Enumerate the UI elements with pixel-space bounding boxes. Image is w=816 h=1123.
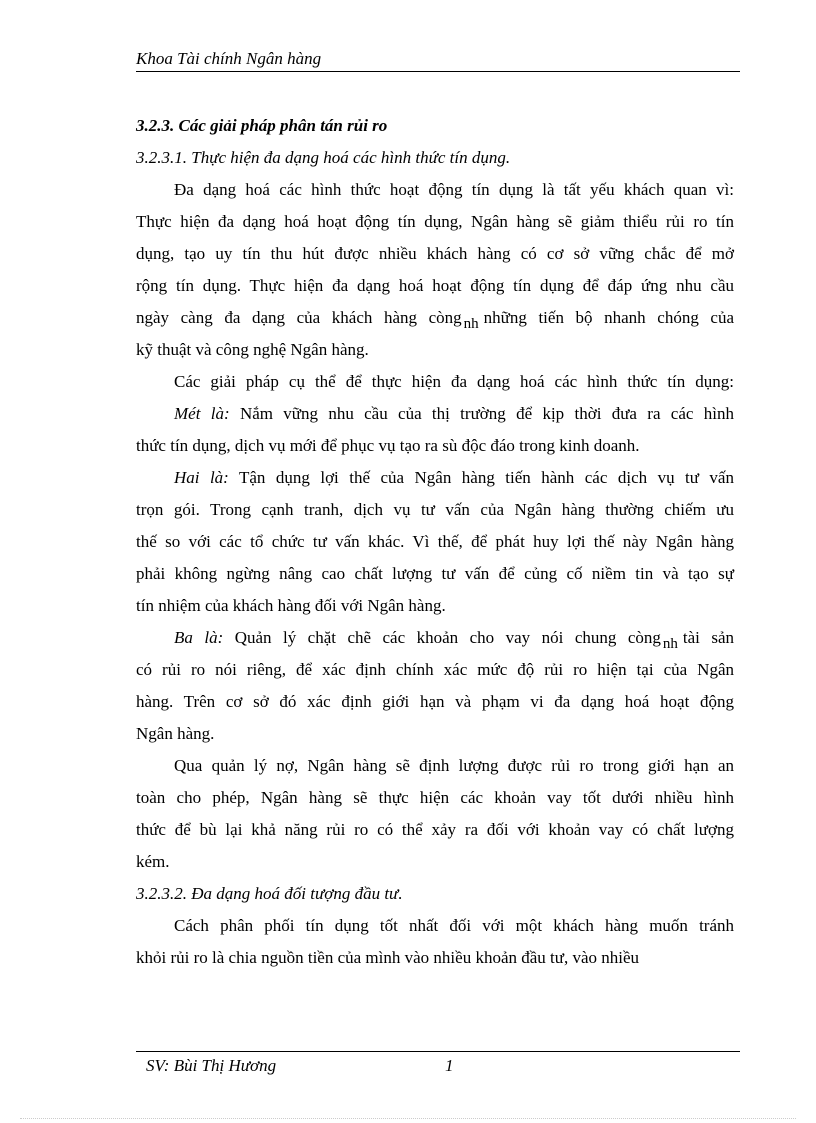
paragraph-line <box>136 462 734 494</box>
paragraph-line: trọn gói. Trong cạnh tranh, dịch vụ tư vấn của Ngân hàng thường chiếm ưu <box>136 500 734 519</box>
paragraph-line: khỏi rủi ro là chia nguồn tiền của mình vào nhiều khoản đầu tư, vào nhiều <box>136 948 640 967</box>
paragraph-line: Các giải pháp cụ thể để thực hiện đa dạng hoá các hình thức tín dụng: <box>174 372 734 391</box>
paragraph-line: tín nhiệm của khách hàng đối với Ngân hàng. <box>136 596 446 615</box>
subscript-text: nh <box>463 316 479 332</box>
paragraph-line: thức tín dụng, dịch vụ mới để phục vụ tạo ra sù độc đáo trong kinh doanh. <box>136 436 640 455</box>
subsection-heading-2: 3.2.3.2. Đa dạng hoá đối tượng đầu tư. <box>136 884 403 903</box>
text-segment: Nắm vững nhu cầu của thị trường để kịp thời đưa ra các hình <box>239 404 734 423</box>
page-bottom-border <box>20 1118 796 1119</box>
footer-author: SV: Bùi Thị Hương <box>146 1056 277 1075</box>
text-segment: tài sản <box>682 628 734 647</box>
list-label: Mét là: <box>174 404 230 423</box>
section-heading: 3.2.3. Các giải pháp phân tán rủi ro <box>136 116 388 135</box>
paragraph-line <box>136 302 734 334</box>
text-segment: Tận dụng lợi thế của Ngân hàng tiến hành các dịch vụ tư vấn <box>239 468 734 487</box>
text-segment: Quản lý chặt chẽ các khoản cho vay nói chung còng <box>234 628 661 647</box>
page-footer <box>146 1054 726 1078</box>
page-number: 1 <box>445 1056 454 1075</box>
page-header <box>136 48 740 72</box>
paragraph-line: Qua quản lý nợ, Ngân hàng sẽ định lượng được rủi ro trong giới hạn an <box>174 756 734 775</box>
text-segment: những tiến bộ nhanh chóng của <box>483 308 735 327</box>
paragraph-line: Cách phân phối tín dụng tốt nhất đối với một khách hàng muốn tránh <box>174 916 734 935</box>
subsection-heading-1: 3.2.3.1. Thực hiện đa dạng hoá các hình thức tín dụng. <box>136 148 511 167</box>
paragraph-line: rộng tín dụng. Thực hiện đa dạng hoá hoạt động tín dụng để đáp ứng nhu cầu <box>136 276 734 295</box>
paragraph-line: thức để bù lại khả năng rủi ro có thể xảy ra đối với khoản vay có chất lượng <box>136 820 734 839</box>
document-body <box>136 110 734 974</box>
paragraph-line: phải không ngừng nâng cao chất lượng tư vấn để củng cố niềm tin và tạo sự <box>136 564 734 583</box>
paragraph-line: Đa dạng hoá các hình thức hoạt động tín dụng là tất yếu khách quan vì: <box>174 180 734 199</box>
paragraph-line: hàng. Trên cơ sở đó xác định giới hạn và phạm vi đa dạng hoá hoạt động <box>136 692 734 711</box>
paragraph-line: dụng, tạo uy tín thu hút được nhiều khách hàng có cơ sở vững chắc để mở <box>136 244 734 263</box>
paragraph-line: toàn cho phép, Ngân hàng sẽ thực hiện các khoản vay tốt dưới nhiều hình <box>136 788 734 807</box>
header-title: Khoa Tài chính Ngân hàng <box>136 49 322 68</box>
paragraph-line: thế so với các tổ chức tư vấn khác. Vì thế, để phát huy lợi thế này Ngân hàng <box>136 532 734 551</box>
footer-divider <box>136 1051 740 1052</box>
paragraph-line: có rủi ro nói riêng, để xác định chính xác mức độ rủi ro hiện tại của Ngân <box>136 660 734 679</box>
subscript-text: nh <box>662 636 678 652</box>
text-segment: ngày càng đa dạng của khách hàng còng <box>136 308 462 327</box>
paragraph-line <box>136 398 734 430</box>
paragraph-line: Thực hiện đa dạng hoá hoạt động tín dụng, Ngân hàng sẽ giảm thiểu rủi ro tín <box>136 212 734 231</box>
paragraph-line: Ngân hàng. <box>136 724 215 743</box>
paragraph-line: kỹ thuật và công nghệ Ngân hàng. <box>136 340 369 359</box>
list-label: Hai là: <box>174 468 229 487</box>
list-label: Ba là: <box>174 628 224 647</box>
paragraph-line: kém. <box>136 852 170 871</box>
paragraph-line <box>136 622 734 654</box>
